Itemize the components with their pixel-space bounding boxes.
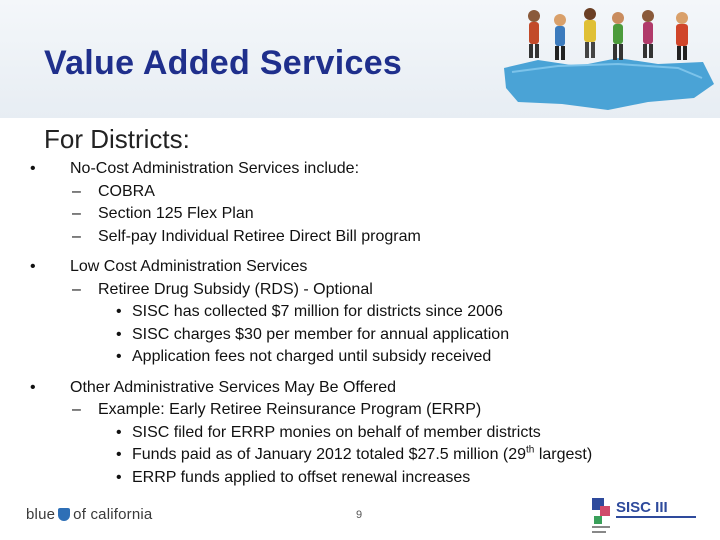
bullet-icon: • [116,468,122,486]
shield-icon [58,508,70,521]
bullet-icon: • [116,325,122,343]
bullet-icon: • [30,258,36,275]
list-subitem: – Self-pay Individual Retiree Direct Bill program [30,226,592,249]
dash-icon: – [72,280,81,298]
list-subitem: – Example: Early Retiree Reinsurance Program (ERRP) [30,399,592,422]
children-map-banner [498,6,720,116]
list-subitem: – Retiree Drug Subsidy (RDS) - Optional [30,279,592,302]
dash-icon: – [72,227,81,245]
list-subitem: – COBRA [30,181,592,204]
section-heading: For Districts: [44,124,190,154]
list-subsubitem: • SISC charges $30 per member for annual application [30,324,592,347]
slide-title: Value Added Services [44,44,403,82]
dash-icon: – [72,205,81,222]
list-item: • No-Cost Administration Services include: [30,158,592,181]
list-subsubitem: • SISC has collected $7 million for districts since 2006 [30,301,592,324]
list-subitem: – Section 125 Flex Plan [30,203,592,226]
blue-shield-logo: blue of california [26,506,153,523]
sisc-logo [588,492,700,536]
list-item: • Low Cost Administration Services [30,256,592,279]
dash-icon: – [72,182,81,200]
sisc-logo-text: SISC III [616,499,668,516]
list-item: • Other Administrative Services May Be Offered [30,377,592,400]
dash-icon: – [72,401,81,418]
page-number: 9 [356,509,363,521]
bullet-icon: • [116,303,122,320]
bullet-icon: • [30,378,36,396]
bullet-icon: • [116,446,122,463]
bullet-icon: • [116,423,122,441]
list-subsubitem: • SISC filed for ERRP monies on behalf of member districts [30,422,592,445]
bullet-icon: • [116,348,122,365]
list-subsubitem: • Funds paid as of January 2012 totaled $27.5 million (29th largest) [30,444,592,467]
list-subsubitem: • ERRP funds applied to offset renewal increases [30,467,592,490]
bullet-icon: • [30,160,36,177]
list-subsubitem: • Application fees not charged until subsidy received [30,346,592,369]
bullet-list [30,158,592,489]
